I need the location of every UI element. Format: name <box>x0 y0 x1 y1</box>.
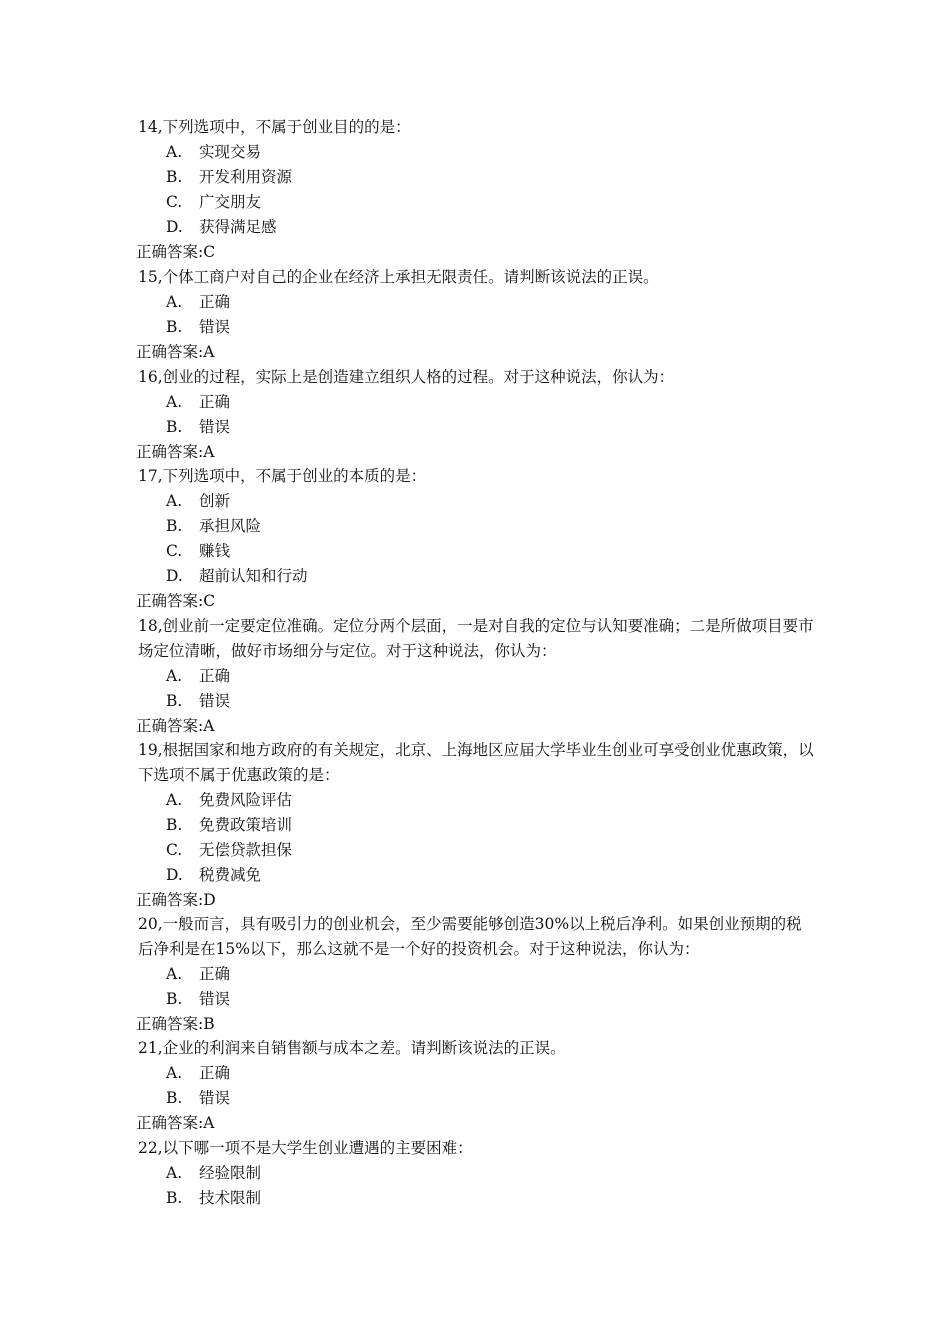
option-text: 免费风险评估 <box>199 791 293 809</box>
option-text: 税费减免 <box>199 866 262 884</box>
question-block <box>136 738 816 913</box>
option-d <box>136 863 816 888</box>
option-b <box>136 1086 816 1111</box>
option-text: 正确 <box>199 1064 231 1082</box>
question-text: 15,个体工商户对自己的企业在经济上承担无限责任。请判断该说法的正误。 <box>138 268 659 286</box>
option-letter: B. <box>166 1189 183 1207</box>
option-letter: D. <box>166 218 183 236</box>
option-b <box>136 165 816 190</box>
question-text: 19,根据国家和地方政府的有关规定，北京、上海地区应届大学毕业生创业可享受创业优惠政策，以下选项不属于优惠政策的是： <box>138 741 814 784</box>
option-letter: A. <box>166 667 183 685</box>
option-b <box>136 415 816 440</box>
option-a <box>136 788 816 813</box>
option-letter: B. <box>166 318 183 336</box>
option-text: 获得满足感 <box>199 218 277 236</box>
question-text: 21,企业的利润来自销售额与成本之差。请判断该说法的正误。 <box>138 1039 566 1057</box>
question-block <box>136 464 816 614</box>
question-block <box>136 365 816 465</box>
option-letter: B. <box>166 816 183 834</box>
option-text: 免费政策培训 <box>199 816 293 834</box>
option-text: 经验限制 <box>199 1164 262 1182</box>
option-text: 错误 <box>199 318 231 336</box>
correct-answer: 正确答案:D <box>136 891 216 909</box>
option-letter: B. <box>166 990 183 1008</box>
option-c <box>136 838 816 863</box>
option-b <box>136 1186 816 1211</box>
question-text: 20,一般而言，具有吸引力的创业机会，至少需要能够创造30%以上税后净利。如果创业预期的税后净利是在15%以下，那么这就不是一个好的投资机会。对于这种说法，你认为： <box>138 915 802 958</box>
option-a <box>136 962 816 987</box>
option-b <box>136 813 816 838</box>
question-text: 18,创业前一定要定位准确。定位分两个层面，一是对自我的定位与认知要准确；二是所做项目要市场定位清晰，做好市场细分与定位。对于这种说法，你认为： <box>138 617 814 660</box>
question-text: 14,下列选项中，不属于创业目的的是： <box>138 118 411 136</box>
option-text: 错误 <box>199 418 231 436</box>
option-text: 正确 <box>199 393 231 411</box>
correct-answer: 正确答案:C <box>136 592 216 610</box>
option-text: 超前认知和行动 <box>199 567 308 585</box>
question-block <box>136 912 816 1037</box>
option-letter: D. <box>166 866 183 884</box>
option-text: 错误 <box>199 990 231 1008</box>
option-b <box>136 987 816 1012</box>
option-letter: C. <box>166 841 183 859</box>
option-text: 广交朋友 <box>199 193 262 211</box>
option-letter: B. <box>166 1089 183 1107</box>
option-b <box>136 514 816 539</box>
option-text: 赚钱 <box>199 542 231 560</box>
option-letter: B. <box>166 692 183 710</box>
correct-answer: 正确答案:A <box>136 1114 215 1132</box>
option-text: 正确 <box>199 667 231 685</box>
option-text: 技术限制 <box>199 1189 262 1207</box>
option-letter: A. <box>166 965 183 983</box>
option-d <box>136 215 816 240</box>
question-block <box>136 614 816 739</box>
question-text: 17,下列选项中，不属于创业的本质的是： <box>138 467 427 485</box>
correct-answer: 正确答案:A <box>136 443 215 461</box>
option-letter: A. <box>166 1164 183 1182</box>
option-a <box>136 664 816 689</box>
question-text: 22,以下哪一项不是大学生创业遭遇的主要困难： <box>138 1139 473 1157</box>
option-text: 错误 <box>199 692 231 710</box>
option-letter: B. <box>166 517 183 535</box>
option-d <box>136 564 816 589</box>
option-b <box>136 689 816 714</box>
question-block <box>136 265 816 365</box>
option-c <box>136 539 816 564</box>
option-text: 无偿贷款担保 <box>199 841 293 859</box>
option-text: 创新 <box>199 492 231 510</box>
correct-answer: 正确答案:C <box>136 243 216 261</box>
option-letter: B. <box>166 168 183 186</box>
option-letter: C. <box>166 542 183 560</box>
option-b <box>136 315 816 340</box>
option-a <box>136 390 816 415</box>
option-a <box>136 489 816 514</box>
option-letter: A. <box>166 492 183 510</box>
option-text: 错误 <box>199 1089 231 1107</box>
correct-answer: 正确答案:A <box>136 717 215 735</box>
option-c <box>136 190 816 215</box>
option-a <box>136 140 816 165</box>
option-text: 实现交易 <box>199 143 262 161</box>
option-letter: A. <box>166 1064 183 1082</box>
option-letter: A. <box>166 293 183 311</box>
option-text: 正确 <box>199 293 231 311</box>
option-letter: D. <box>166 567 183 585</box>
correct-answer: 正确答案:B <box>136 1015 215 1033</box>
option-a <box>136 290 816 315</box>
option-letter: B. <box>166 418 183 436</box>
option-text: 开发利用资源 <box>199 168 293 186</box>
option-text: 正确 <box>199 965 231 983</box>
option-a <box>136 1061 816 1086</box>
option-letter: A. <box>166 393 183 411</box>
question-block <box>136 1036 816 1136</box>
question-block <box>136 115 816 265</box>
question-block <box>136 1136 816 1211</box>
correct-answer: 正确答案:A <box>136 343 215 361</box>
option-letter: C. <box>166 193 183 211</box>
option-a <box>136 1161 816 1186</box>
option-letter: A. <box>166 143 183 161</box>
option-text: 承担风险 <box>199 517 262 535</box>
option-letter: A. <box>166 791 183 809</box>
question-text: 16,创业的过程，实际上是创造建立组织人格的过程。对于这种说法，你认为： <box>138 368 675 386</box>
